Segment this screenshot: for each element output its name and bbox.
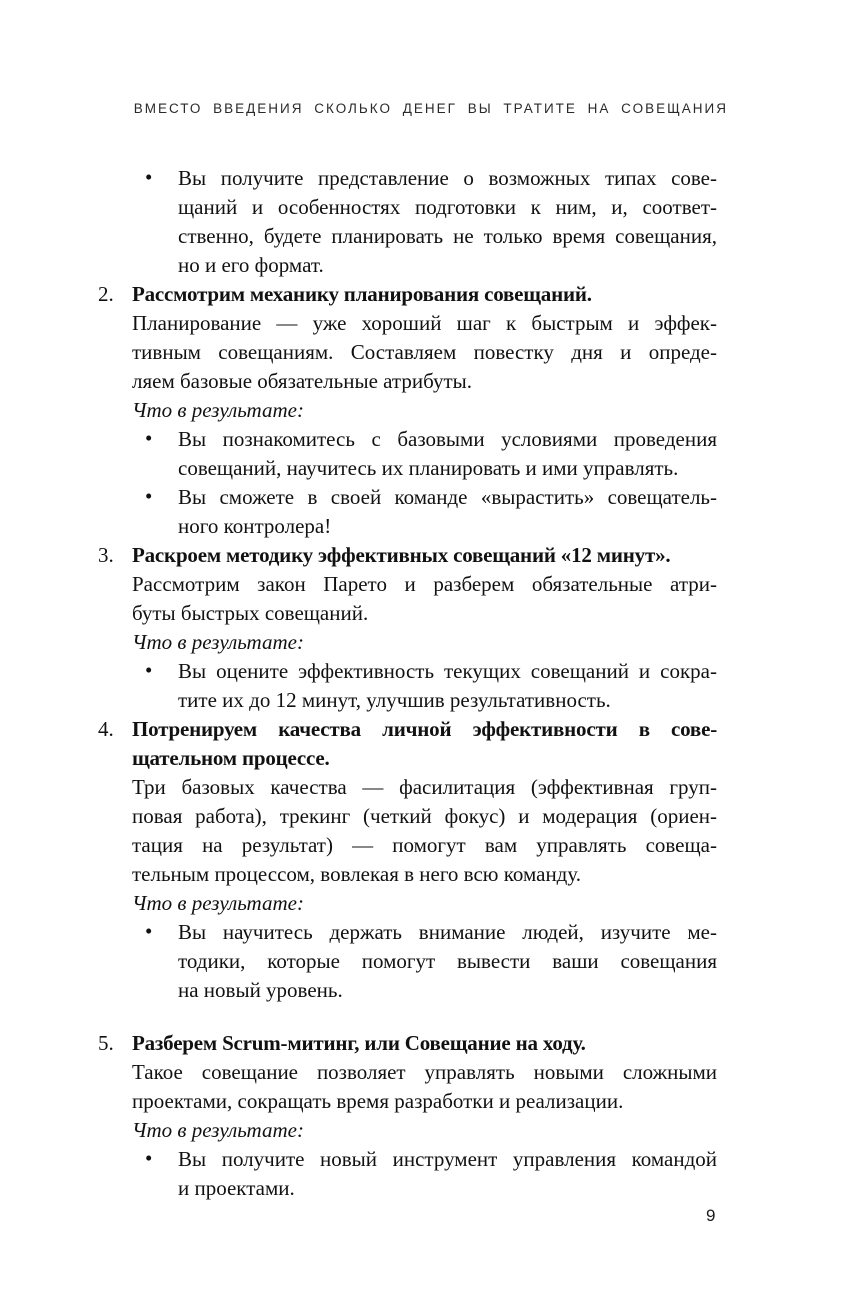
result-label: Что в результате: — [132, 891, 304, 915]
bullet-line: щаний и особенностях подготовки к ним, и, соответ- — [178, 195, 717, 219]
numbered-item — [98, 280, 717, 541]
bullet-text — [178, 918, 717, 1005]
bullet-line: ного контролера! — [178, 514, 332, 538]
bullet-line: но и его формат. — [178, 253, 324, 277]
body-line: тивным совещаниям. Составляем повестку дня и опреде- — [132, 340, 717, 364]
bullet-marker-icon: • — [145, 426, 153, 450]
bullet-line: тите их до 12 минут, улучшив результативность. — [178, 688, 611, 712]
bullet-text — [178, 1145, 717, 1203]
body-line: Такое совещание позволяет управлять новыми сложными — [132, 1060, 717, 1084]
bullet-text — [178, 425, 717, 483]
bullet-item — [132, 483, 717, 541]
bullet-marker-icon: • — [145, 484, 153, 508]
bullet-marker-icon: • — [145, 1146, 153, 1170]
bullet-line: Вы сможете в своей команде «вырастить» совещатель- — [178, 485, 717, 509]
bullet-line: тодики, которые помогут вывести ваши совещания — [178, 949, 717, 973]
item-body — [132, 309, 717, 396]
item-number: 5. — [98, 1031, 114, 1055]
result-label: Что в результате: — [132, 1118, 304, 1142]
item-title — [132, 1029, 717, 1058]
item-number: 4. — [98, 717, 114, 741]
item-number: 2. — [98, 282, 114, 306]
result-label: Что в результате: — [132, 398, 304, 422]
bullet-text — [178, 164, 717, 280]
item-title — [132, 541, 717, 570]
body-line: Три базовых качества — фасилитация (эффективная груп- — [132, 775, 717, 799]
body-line: буты быстрых совещаний. — [132, 601, 369, 625]
bullet-line: Вы оцените эффективность текущих совещаний и сокра- — [178, 659, 717, 683]
item-title — [132, 280, 717, 309]
body-line: Планирование — уже хороший шаг к быстрым и эффек- — [132, 311, 717, 335]
bullet-line: Вы научитесь держать внимание людей, изучите ме- — [178, 920, 717, 944]
title-line: Потренируем качества личной эффективности в сове- — [132, 717, 717, 741]
page-content — [98, 164, 717, 1203]
bullet-marker-icon: • — [145, 919, 153, 943]
bullet-marker-icon: • — [145, 658, 153, 682]
bullet-line: Вы получите представление о возможных типах сове- — [178, 166, 717, 190]
body-line: тация на результат) — помогут вам управлять совеща- — [132, 833, 717, 857]
item-title — [132, 715, 717, 773]
bullet-item — [132, 918, 717, 1005]
bullet-line: на новый уровень. — [178, 978, 343, 1002]
body-line: Рассмотрим закон Парето и разберем обязательные атри- — [132, 572, 717, 596]
bullet-text — [178, 483, 717, 541]
title-line: Раскроем методику эффективных совещаний «12 минут». — [132, 543, 671, 567]
numbered-item — [98, 715, 717, 1005]
title-line: щательном процессе. — [132, 746, 330, 770]
bullet-item — [132, 425, 717, 483]
body-line: проектами, сокращать время разработки и реализации. — [132, 1089, 624, 1113]
bullet-item — [132, 657, 717, 715]
bullet-line: и проектами. — [178, 1176, 295, 1200]
item-body — [132, 1058, 717, 1116]
bullet-marker-icon: • — [145, 165, 153, 189]
result-label: Что в результате: — [132, 630, 304, 654]
bullet-line: ственно, будете планировать не только время совещания, — [178, 224, 717, 248]
item-body — [132, 773, 717, 889]
bullet-line: Вы познакомитесь с базовыми условиями проведения — [178, 427, 717, 451]
bullet-item — [132, 164, 717, 280]
bullet-text — [178, 657, 717, 715]
item-body — [132, 570, 717, 628]
running-header: ВМЕСТО ВВЕДЕНИЯ СКОЛЬКО ДЕНЕГ ВЫ ТРАТИТЕ НА СОВЕЩАНИЯ — [133, 101, 728, 116]
body-line: ляем базовые обязательные атрибуты. — [132, 369, 473, 393]
bullet-line: Вы получите новый инструмент управления командой — [178, 1147, 717, 1171]
title-line: Разберем Scrum-митинг, или Совещание на ходу. — [132, 1031, 586, 1055]
numbered-item — [98, 1029, 717, 1203]
body-line: тельным процессом, вовлекая в него всю команду. — [132, 862, 582, 886]
item-number: 3. — [98, 543, 114, 567]
title-line: Рассмотрим механику планирования совещаний. — [132, 282, 592, 306]
numbered-item — [98, 541, 717, 715]
bullet-line: совещаний, научитесь их планировать и ими управлять. — [178, 456, 679, 480]
page-number: 9 — [706, 1206, 716, 1225]
bullet-item — [132, 1145, 717, 1203]
body-line: повая работа), трекинг (четкий фокус) и модерация (ориен- — [132, 804, 717, 828]
